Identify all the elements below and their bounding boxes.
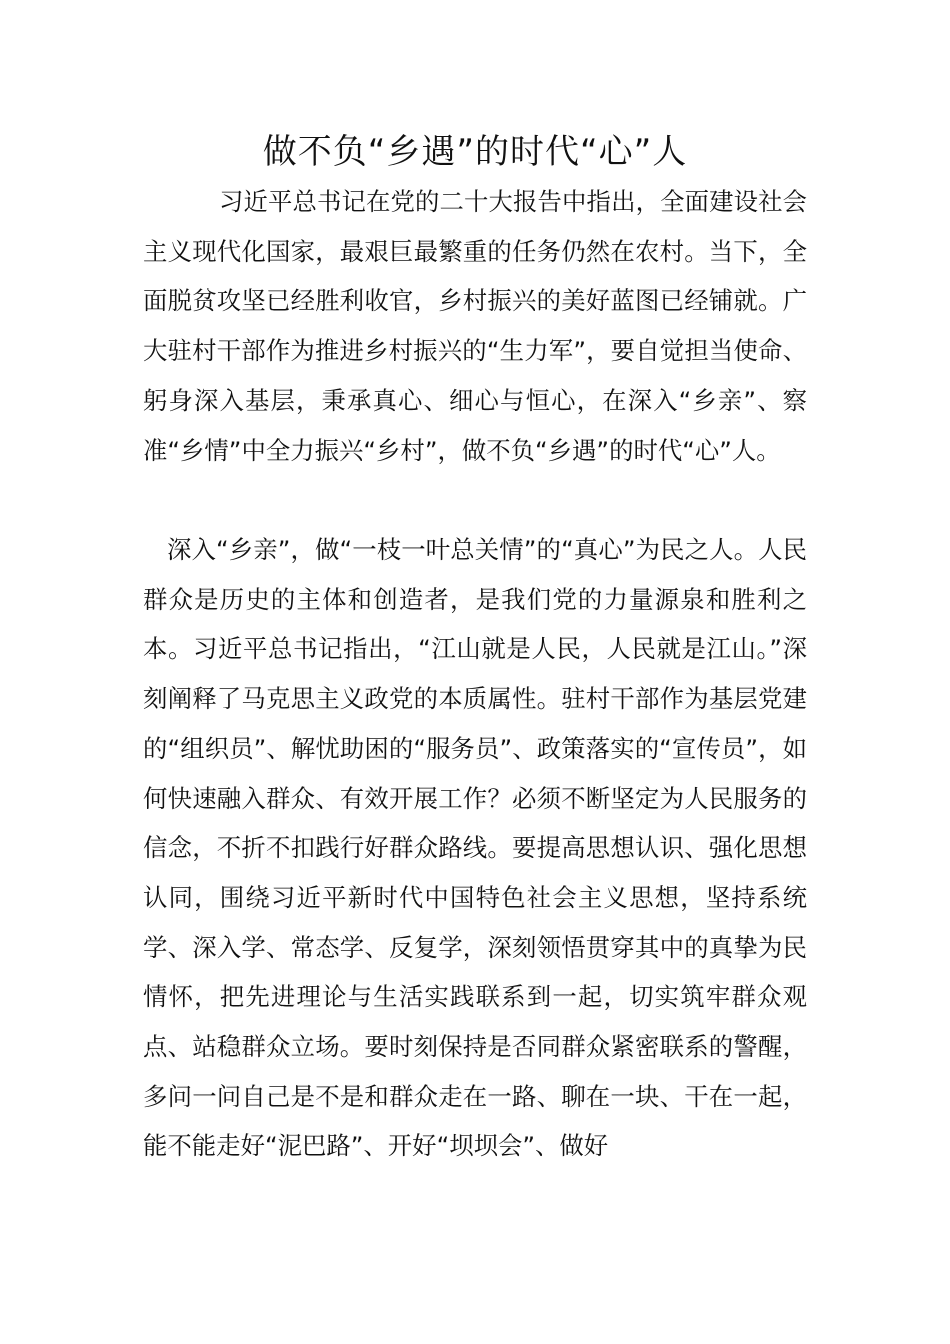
paragraph-section-one: 深入“乡亲”，做“一枝一叶总关情”的“真心”为民之人。人民群众是历史的主体和创造者，是我们党的力量源泉和胜利之本。习近平总书记指出，“江山就是人民，人民就是江山。”深刻阐释了马克思主义政党的本质属性。驻村干部作为基层党建的“组织员”、解忧助困的“服务员”、政策落实的“宣传员”，如何快速融入群众、有效开展工作？必须不断坚定为人民服务的信念，不折不扣践行好群众路线。要提高思想认识、强化思想认同，围绕习近平新时代中国特色社会主义思想，坚持系统学、深入学、常态学、反复学，深刻领悟贯穿其中的真挚为民情怀，把先进理论与生活实践联系到一起，切实筑牢群众观点、站稳群众立场。要时刻保持是否同群众紧密联系的警醒，多问一问自己是不是和群众走在一路、聊在一块、干在一起，能不能走好“泥巴路”、开好“坝坝会”、做好 bbox=[143, 535, 807, 1161]
paragraph-intro: 习近平总书记在党的二十大报告中指出，全面建设社会主义现代化国家，最艰巨最繁重的任务仍然在农村。当下，全面脱贫攻坚已经胜利收官，乡村振兴的美好蓝图已经铺就。广大驻村干部作为推进乡村振兴的“生力军”，要自觉担当使命、躬身深入基层，秉承真心、细心与恒心，在深入“乡亲”、察准“乡情”中全力振兴“乡村”，做不负“乡遇”的时代“心”人。 bbox=[143, 187, 807, 465]
page-title: 做不负“乡遇”的时代“心”人 bbox=[262, 132, 688, 172]
